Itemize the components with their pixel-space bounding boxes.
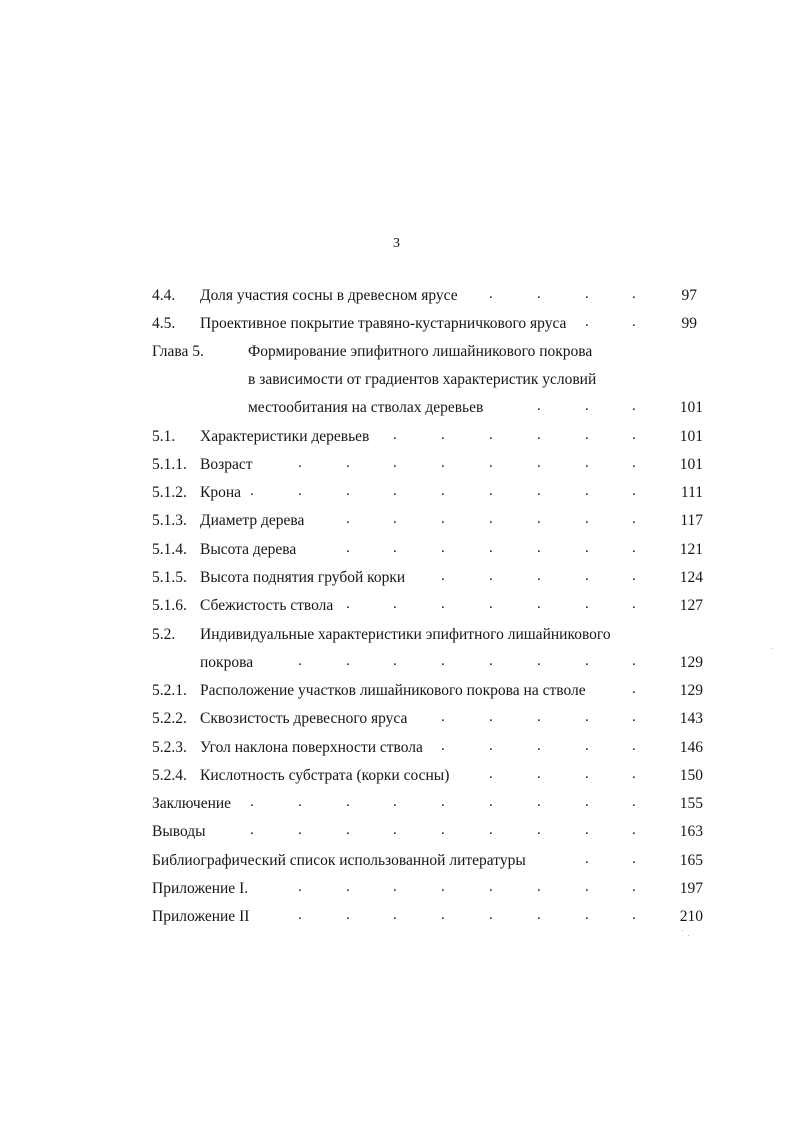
leader-dot: .: [489, 540, 493, 556]
toc-page-5-1-1: 101: [679, 456, 703, 473]
toc-title-appendix-1: Приложение I.: [152, 880, 249, 897]
leader-dot: .: [489, 653, 493, 669]
toc-title-chapter-5-line-3: местообитания на стволах деревьев: [248, 399, 484, 416]
toc-title-appendix-2: Приложение II: [152, 908, 250, 925]
leader-dot: .: [489, 709, 493, 725]
leader-dot: .: [489, 907, 493, 923]
leader-dot: .: [489, 766, 493, 782]
leader-dot: .: [585, 596, 589, 612]
leader-dot: .: [632, 738, 636, 754]
toc-title-5-1-3: Диаметр дерева: [200, 512, 305, 529]
leader-dot: .: [346, 907, 350, 923]
toc-page-5-1-2: 111: [680, 484, 703, 501]
toc-number-5-1-3: 5.1.3.: [152, 512, 187, 529]
toc-page-5-1-3: 117: [680, 512, 703, 529]
leader-dot: .: [298, 794, 302, 810]
leader-dot: .: [632, 851, 636, 867]
toc-page-conclusion: 155: [679, 795, 703, 812]
toc-page-5-1-4: 121: [679, 541, 703, 558]
leader-dot: .: [346, 794, 350, 810]
leader-dot: .: [585, 455, 589, 471]
leader-dot: .: [346, 653, 350, 669]
leader-dot: .: [632, 398, 636, 414]
leader-dot: .: [537, 286, 541, 302]
leader-dot: .: [585, 766, 589, 782]
leader-dot: .: [441, 738, 445, 754]
leader-dot: .: [537, 540, 541, 556]
leader-dot: .: [537, 822, 541, 838]
leader-dot: .: [298, 483, 302, 499]
toc-page-4-4: 97: [681, 287, 697, 304]
leader-dot: .: [537, 879, 541, 895]
leader-dot: .: [632, 596, 636, 612]
leader-dot: .: [489, 455, 493, 471]
leader-dot: .: [298, 879, 302, 895]
toc-title-5-2-1: Расположение участков лишайникового покрова на стволе: [200, 682, 586, 699]
leader-dot: .: [632, 766, 636, 782]
toc-title-5-1-4: Высота дерева: [200, 541, 297, 558]
toc-title-bibliography: Библиографический список использованной литературы: [152, 852, 526, 869]
leader-dot: .: [441, 822, 445, 838]
toc-number-5-1-4: 5.1.4.: [152, 541, 187, 558]
page-number: 3: [393, 236, 400, 251]
leader-dot: .: [537, 766, 541, 782]
leader-dot: .: [393, 822, 397, 838]
leader-dot: .: [441, 427, 445, 443]
leader-dot: .: [441, 907, 445, 923]
leader-dot: .: [537, 427, 541, 443]
toc-page-5-2: 129: [679, 654, 703, 671]
leader-dot: .: [537, 596, 541, 612]
leader-dot: .: [489, 568, 493, 584]
leader-dot: .: [346, 483, 350, 499]
toc-number-5-1: 5.1.: [152, 428, 176, 445]
toc-number-5-1-2: 5.1.2.: [152, 484, 187, 501]
leader-dot: .: [632, 681, 636, 697]
toc-number-4-4: 4.4.: [152, 287, 176, 304]
toc-page-appendix-2: 210: [679, 908, 703, 925]
toc-title-5-1-6: Сбежистость ствола: [200, 597, 334, 614]
toc-title-5-2-4: Кислотность субстрата (корки сосны): [200, 767, 450, 784]
toc-number-4-5: 4.5.: [152, 315, 176, 332]
toc-page-5-1-6: 127: [679, 597, 703, 614]
leader-dot: .: [250, 483, 254, 499]
toc-title-4-4: Доля участия сосны в древесном ярусе: [200, 287, 458, 304]
leader-dot: .: [393, 483, 397, 499]
toc-title-chapter-5-line-2: в зависимости от градиентов характеристик условий: [248, 371, 597, 388]
leader-dot: .: [489, 822, 493, 838]
toc-page-appendix-1: 197: [679, 880, 703, 897]
leader-dot: .: [632, 286, 636, 302]
toc-title-5-2-line-1: Индивидуальные характеристики эпифитного лишайникового: [200, 626, 611, 643]
leader-dot: .: [346, 540, 350, 556]
leader-dot: .: [537, 398, 541, 414]
leader-dot: .: [441, 483, 445, 499]
leader-dot: .: [393, 879, 397, 895]
leader-dot: .: [632, 653, 636, 669]
leader-dot: .: [632, 568, 636, 584]
toc-title-4-5: Проективное покрытие травяно-кустарничкового яруса: [200, 315, 567, 332]
leader-dot: .: [346, 511, 350, 527]
leader-dot: .: [632, 709, 636, 725]
toc-page-5-2-3: 146: [679, 739, 703, 756]
toc-number-5-2-3: 5.2.3.: [152, 739, 187, 756]
leader-dot: .: [489, 794, 493, 810]
leader-dot: .: [632, 314, 636, 330]
leader-dot: .: [632, 540, 636, 556]
toc-page-5-1: 101: [679, 428, 703, 445]
toc-title-5-2-3: Угол наклона поверхности ствола: [200, 739, 423, 756]
leader-dot: .: [346, 596, 350, 612]
leader-dot: .: [441, 455, 445, 471]
leader-dot: .: [585, 851, 589, 867]
leader-dot: .: [537, 709, 541, 725]
leader-dot: .: [298, 907, 302, 923]
toc-number-5-2-2: 5.2.2.: [152, 710, 187, 727]
leader-dot: .: [441, 653, 445, 669]
leader-dot: .: [489, 879, 493, 895]
leader-dot: .: [537, 568, 541, 584]
toc-page-5-2-2: 143: [679, 710, 703, 727]
leader-dot: .: [632, 822, 636, 838]
leader-dot: .: [585, 398, 589, 414]
leader-dot: .: [632, 483, 636, 499]
leader-dot: .: [441, 540, 445, 556]
leader-dot: .: [632, 511, 636, 527]
toc-number-5-2-1: 5.2.1.: [152, 682, 187, 699]
leader-dot: .: [585, 822, 589, 838]
leader-dot: .: [585, 314, 589, 330]
toc-page-5-2-1: 129: [679, 682, 703, 699]
leader-dot: .: [489, 483, 493, 499]
leader-dot: .: [585, 568, 589, 584]
leader-dot: .: [298, 822, 302, 838]
scan-speck: [771, 648, 772, 649]
leader-dot: .: [537, 907, 541, 923]
leader-dot: .: [441, 568, 445, 584]
leader-dot: .: [537, 738, 541, 754]
leader-dot: .: [537, 455, 541, 471]
leader-dot: .: [585, 286, 589, 302]
leader-dot: .: [441, 879, 445, 895]
leader-dot: .: [250, 822, 254, 838]
toc-title-5-1-2: Крона: [200, 484, 242, 501]
toc-title-5-1-1: Возраст: [200, 456, 253, 473]
leader-dot: .: [632, 455, 636, 471]
toc-number-5-1-6: 5.1.6.: [152, 597, 187, 614]
leader-dot: .: [250, 794, 254, 810]
leader-dot: .: [585, 738, 589, 754]
toc-number-5-1-1: 5.1.1.: [152, 456, 187, 473]
leader-dot: .: [298, 455, 302, 471]
leader-dot: .: [585, 907, 589, 923]
leader-dot: .: [537, 794, 541, 810]
leader-dot: .: [585, 511, 589, 527]
scan-speck: [682, 930, 683, 931]
leader-dot: .: [393, 427, 397, 443]
toc-title-chapter-5-line-1: Формирование эпифитного лишайникового покрова: [248, 343, 593, 360]
leader-dot: .: [441, 511, 445, 527]
leader-dot: .: [346, 879, 350, 895]
leader-dot: .: [585, 709, 589, 725]
toc-title-findings: Выводы: [152, 823, 206, 840]
leader-dot: .: [585, 540, 589, 556]
toc-page-chapter-5: 101: [679, 399, 703, 416]
leader-dot: .: [441, 794, 445, 810]
toc-page-5-2-4: 150: [679, 767, 703, 784]
leader-dot: .: [393, 907, 397, 923]
toc-page-bibliography: 165: [679, 852, 703, 869]
leader-dot: .: [489, 738, 493, 754]
toc-title-5-1: Характеристики деревьев: [200, 428, 370, 445]
leader-dot: .: [537, 483, 541, 499]
leader-dot: .: [632, 907, 636, 923]
toc-number-chapter-5: Глава 5.: [152, 343, 204, 360]
leader-dot: .: [585, 653, 589, 669]
leader-dot: .: [537, 511, 541, 527]
leader-dot: .: [585, 483, 589, 499]
toc-page-4-5: 99: [681, 315, 697, 332]
leader-dot: .: [298, 653, 302, 669]
leader-dot: .: [393, 455, 397, 471]
leader-dot: .: [393, 540, 397, 556]
leader-dot: .: [393, 653, 397, 669]
toc-title-5-2-2: Сквозистость древесного яруса: [200, 710, 408, 727]
leader-dot: .: [632, 427, 636, 443]
leader-dot: .: [441, 596, 445, 612]
toc-number-5-2: 5.2.: [152, 626, 176, 643]
toc-page-findings: 163: [679, 823, 703, 840]
leader-dot: .: [346, 455, 350, 471]
leader-dot: .: [632, 879, 636, 895]
leader-dot: .: [346, 822, 350, 838]
leader-dot: .: [489, 286, 493, 302]
leader-dot: .: [441, 709, 445, 725]
toc-title-5-1-5: Высота поднятия грубой корки: [200, 569, 406, 586]
leader-dot: .: [585, 794, 589, 810]
scan-speck: [688, 935, 689, 936]
leader-dot: .: [585, 879, 589, 895]
leader-dot: .: [393, 511, 397, 527]
leader-dot: .: [632, 794, 636, 810]
toc-page-5-1-5: 124: [679, 569, 703, 586]
leader-dot: .: [489, 511, 493, 527]
leader-dot: .: [489, 596, 493, 612]
toc-number-5-2-4: 5.2.4.: [152, 767, 187, 784]
leader-dot: .: [393, 794, 397, 810]
toc-number-5-1-5: 5.1.5.: [152, 569, 187, 586]
leader-dot: .: [489, 427, 493, 443]
leader-dot: .: [393, 596, 397, 612]
leader-dot: .: [585, 427, 589, 443]
toc-title-5-2-line-2: покрова: [200, 654, 254, 671]
toc-title-conclusion: Заключение: [152, 795, 232, 812]
leader-dot: .: [537, 653, 541, 669]
